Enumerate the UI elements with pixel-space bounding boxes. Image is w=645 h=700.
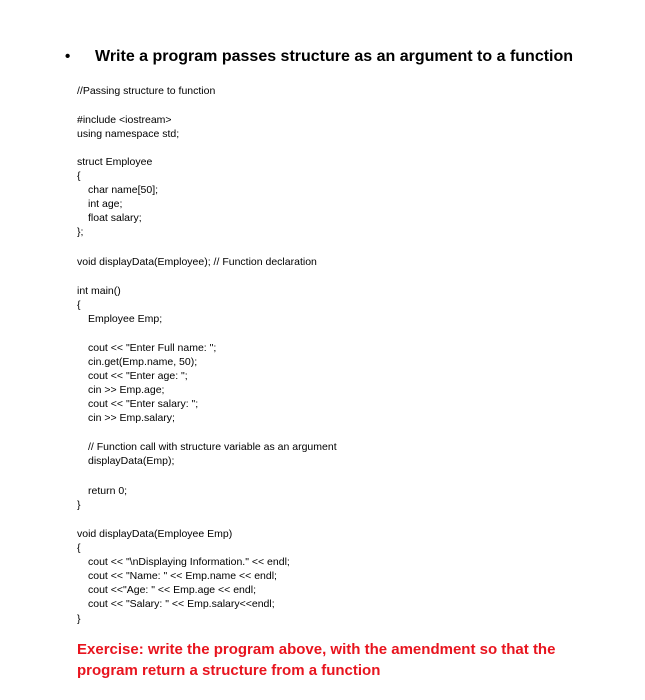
code-line: cout << "Name: " << Emp.name << endl; <box>88 570 277 582</box>
heading-text: Write a program passes structure as an argument to a function <box>95 48 574 65</box>
code-line: cout << "Enter salary: "; <box>88 398 199 410</box>
code-line: }; <box>77 226 84 238</box>
code-line: displayData(Emp); <box>88 455 175 467</box>
code-line: Employee Emp; <box>88 313 163 325</box>
bullet-icon: • <box>65 48 71 65</box>
code-line: cout << "Enter age: "; <box>88 370 188 382</box>
code-line: using namespace std; <box>77 128 180 140</box>
code-line: return 0; <box>88 485 128 497</box>
code-line: { <box>77 542 81 554</box>
code-line: cout << "Salary: " << Emp.salary<<endl; <box>88 598 275 610</box>
code-line: cout << "\nDisplaying Information." << endl; <box>88 556 290 568</box>
code-line: char name[50]; <box>88 184 159 196</box>
code-line: { <box>77 299 81 311</box>
code-line: cout <<"Age: " << Emp.age << endl; <box>88 584 256 596</box>
code-line: #include <iostream> <box>77 114 172 126</box>
code-line: struct Employee <box>77 156 153 168</box>
code-line: cout << "Enter Full name: "; <box>88 342 217 354</box>
code-line: } <box>77 499 81 511</box>
code-line: cin >> Emp.age; <box>88 384 165 396</box>
code-line: int age; <box>88 198 123 210</box>
code-line: int main() <box>77 285 121 297</box>
code-line: cin.get(Emp.name, 50); <box>88 356 198 368</box>
code-line: void displayData(Employee); // Function declaration <box>77 256 317 268</box>
code-line: // Function call with structure variable as an argument <box>88 441 337 453</box>
code-line: //Passing structure to function <box>77 85 216 97</box>
section-heading <box>65 48 573 66</box>
code-line: float salary; <box>88 212 142 224</box>
exercise-text: Exercise: write the program above, with the amendment so that the program return a structure from a function <box>77 641 556 679</box>
code-line: } <box>77 613 81 625</box>
code-line: { <box>77 170 81 182</box>
code-line: cin >> Emp.salary; <box>88 412 175 424</box>
code-line: void displayData(Employee Emp) <box>77 528 233 540</box>
